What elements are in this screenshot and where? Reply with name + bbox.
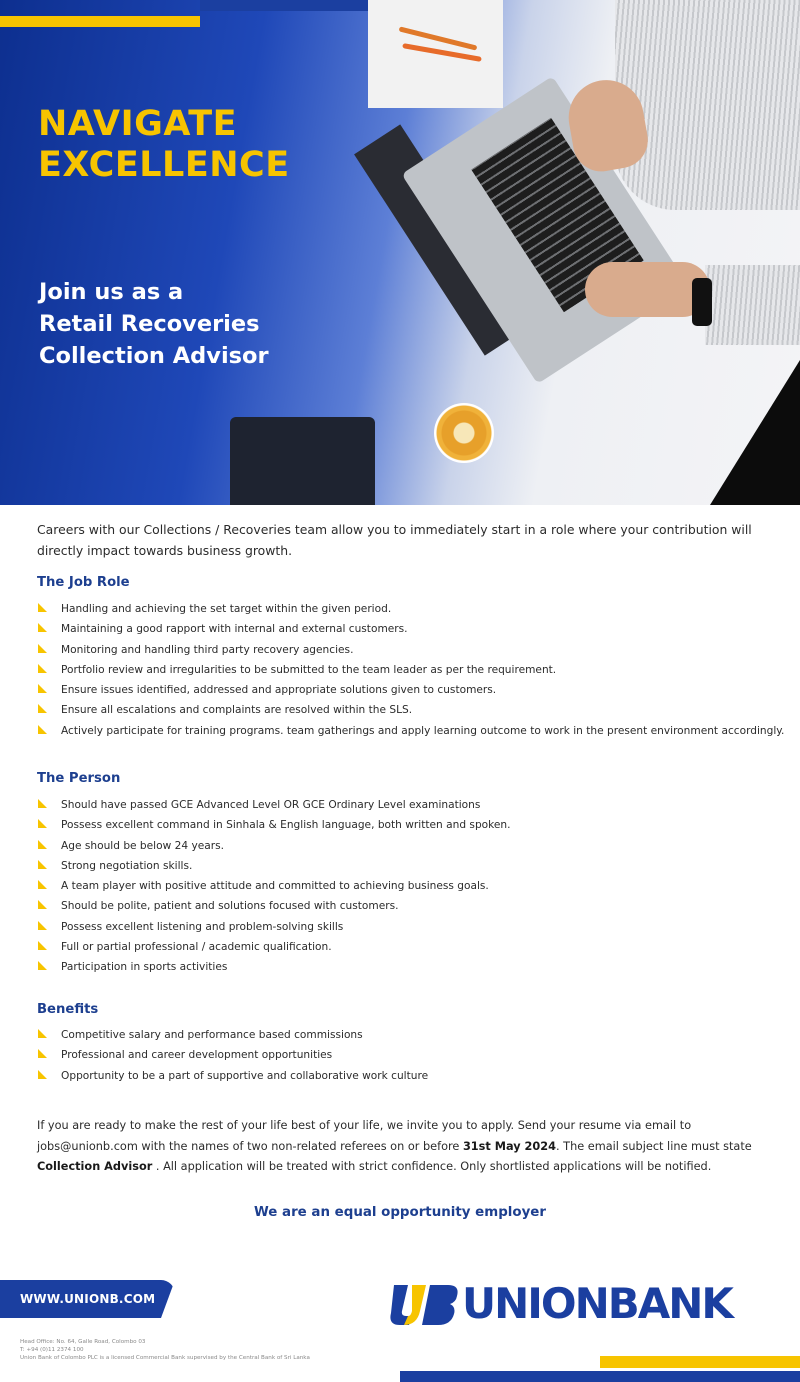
person-heading: The Person (37, 771, 121, 786)
person-list (37, 795, 787, 978)
list-item-text: Portfolio review and irregularities to be submitted to the team leader as per the requirement. (61, 663, 557, 676)
bullet-icon (38, 1070, 47, 1079)
coffee-cup-image (434, 403, 494, 463)
bullet-icon (38, 725, 47, 734)
bullet-icon (38, 961, 47, 970)
list-item (37, 896, 787, 916)
bullet-icon (38, 623, 47, 632)
list-item (37, 640, 787, 660)
bottom-blue-bar (400, 1371, 800, 1382)
bullet-icon (38, 921, 47, 930)
list-item-text: Age should be below 24 years. (61, 839, 224, 852)
union-bank-logo-icon (390, 1283, 458, 1327)
list-item (37, 721, 787, 741)
headline (38, 104, 290, 186)
shirt-cuff-image (705, 265, 800, 345)
union-bank-wordmark: UNIONBANK (462, 1279, 732, 1328)
bullet-icon (38, 603, 47, 612)
bullet-icon (38, 840, 47, 849)
list-item-text: Actively participate for training programs. team gatherings and apply learning outcome to work in the present environment accordingly. (61, 724, 785, 737)
list-item-text: Strong negotiation skills. (61, 859, 193, 872)
bullet-icon (38, 900, 47, 909)
apply-text: If you are ready to make the rest of your life best of your life, we invite you to apply. Send your resume via email to jobs@unionb.com with the names of two non-related referees on or before (37, 1119, 692, 1153)
benefits-list (37, 1025, 787, 1086)
job-title-line-1: Retail Recoveries (39, 311, 260, 337)
bullet-icon (38, 941, 47, 950)
shirt-sleeve-image (615, 0, 800, 210)
list-item (37, 700, 787, 720)
headline-line-1: NAVIGATE (38, 104, 237, 144)
list-item (37, 836, 787, 856)
list-item (37, 619, 787, 639)
website-link[interactable]: WWW.UNIONB.COM (20, 1292, 156, 1306)
bullet-icon (38, 799, 47, 808)
fine-print-line: Union Bank of Colombo PLC is a licensed Commercial Bank supervised by the Central Bank of Sri Lanka (20, 1355, 310, 1361)
list-item-text: Should be polite, patient and solutions focused with customers. (61, 900, 399, 913)
headline-line-2: EXCELLENCE (38, 145, 290, 185)
fine-print-line: Head Office: No. 64, Galle Road, Colombo 03 (20, 1339, 146, 1345)
bullet-icon (38, 704, 47, 713)
list-item (37, 1045, 787, 1065)
job-role-list (37, 599, 787, 741)
benefits-heading: Benefits (37, 1002, 99, 1017)
list-item-text: Full or partial professional / academic qualification. (61, 941, 332, 954)
dark-corner-shape (710, 360, 800, 505)
list-item-text: Competitive salary and performance based commissions (61, 1029, 363, 1041)
hero-banner (0, 0, 800, 505)
list-item (37, 937, 787, 957)
apply-text: . All application will be treated with strict confidence. Only shortlisted applications will be notified. (152, 1160, 712, 1173)
job-role-heading: The Job Role (37, 575, 130, 590)
bullet-icon (38, 860, 47, 869)
tablet-image (230, 417, 375, 505)
list-item-text: Monitoring and handling third party recovery agencies. (61, 643, 354, 656)
list-item-text: Should have passed GCE Advanced Level OR GCE Ordinary Level examinations (61, 799, 481, 811)
list-item-text: Handling and achieving the set target within the given period. (61, 603, 392, 615)
list-item-text: A team player with positive attitude and committed to achieving business goals. (61, 880, 489, 893)
list-item (37, 917, 787, 937)
job-heading (39, 276, 269, 372)
email-subject: Collection Advisor (37, 1160, 153, 1173)
list-item-text: Opportunity to be a part of supportive and collaborative work culture (61, 1069, 429, 1082)
list-item-text: Participation in sports activities (61, 961, 228, 974)
bullet-icon (38, 1049, 47, 1058)
list-item-text: Professional and career development opportunities (61, 1049, 333, 1062)
apply-text: . The email subject line must state (555, 1139, 752, 1153)
list-item (37, 876, 787, 896)
join-us-text: Join us as a (39, 279, 184, 305)
list-item-text: Ensure issues identified, addressed and appropriate solutions given to customers. (61, 684, 497, 697)
bullet-icon (38, 819, 47, 828)
fine-print (20, 1338, 380, 1362)
bottom-yellow-bar (600, 1356, 800, 1368)
list-item-text: Possess excellent listening and problem-solving skills (61, 920, 344, 933)
list-item (37, 856, 787, 876)
application-instructions (37, 1116, 775, 1178)
list-item (37, 957, 787, 977)
list-item (37, 1066, 787, 1086)
equal-opportunity-statement: We are an equal opportunity employer (254, 1205, 546, 1220)
list-item-text: Ensure all escalations and complaints are resolved within the SLS. (61, 704, 413, 717)
bullet-icon (38, 684, 47, 693)
list-item (37, 795, 787, 815)
list-item (37, 660, 787, 680)
bullet-icon (38, 1029, 47, 1038)
list-item (37, 599, 787, 619)
wristwatch-image (692, 278, 712, 326)
bullet-icon (38, 880, 47, 889)
job-title-line-2: Collection Advisor (39, 343, 269, 369)
list-item-text: Possess excellent command in Sinhala & English language, both written and spoken. (61, 819, 511, 832)
list-item (37, 1025, 787, 1045)
fine-print-line: T: +94 (0)11 2374 100 (20, 1347, 84, 1353)
top-yellow-bar (0, 16, 200, 27)
intro-paragraph: Careers with our Collections / Recoveries team allow you to immediately start in a role where your contribution will directly impact towards business growth. (37, 522, 752, 558)
list-item (37, 815, 787, 835)
bullet-icon (38, 644, 47, 653)
list-item (37, 680, 787, 700)
bullet-icon (38, 664, 47, 673)
deadline-date: 31st May 2024 (462, 1139, 556, 1153)
list-item-text: Maintaining a good rapport with internal and external customers. (61, 623, 408, 636)
